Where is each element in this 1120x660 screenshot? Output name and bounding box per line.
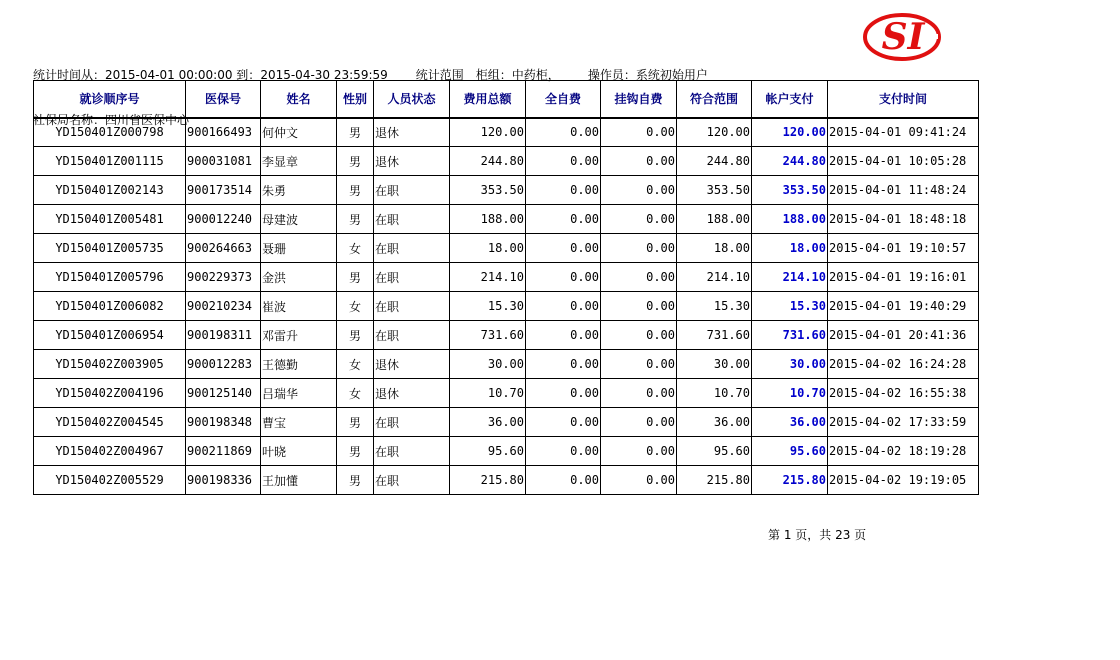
- linked-self-pay-cell: 0.00: [601, 176, 677, 205]
- gender-cell: 男: [337, 408, 374, 437]
- total-fee-cell: 30.00: [450, 350, 526, 379]
- bureau-label: 社保局名称：: [33, 113, 106, 127]
- gender-cell: 女: [337, 350, 374, 379]
- linked-self-pay-cell: 0.00: [601, 350, 677, 379]
- person-status-cell: 在职: [374, 176, 450, 205]
- account-pay-header: 帐户支付: [752, 81, 828, 118]
- table-row: [34, 263, 979, 292]
- gender-cell: 女: [337, 379, 374, 408]
- patient-name-cell: 李显章: [261, 147, 337, 176]
- in-scope-cell: 15.30: [677, 292, 752, 321]
- patient-name-cell: 何仲文: [261, 118, 337, 147]
- linked-self-pay-cell: 0.00: [601, 466, 677, 495]
- total-fee-cell: 214.10: [450, 263, 526, 292]
- pay-time-cell: 2015-04-02 19:19:05: [828, 466, 979, 495]
- pay-time-cell: 2015-04-02 16:24:28: [828, 350, 979, 379]
- in-scope-cell: 36.00: [677, 408, 752, 437]
- visit-no-cell: YD150402Z005529: [34, 466, 186, 495]
- scope-label: 统计范围: [415, 68, 464, 82]
- pay-time-header: 支付时间: [828, 81, 979, 118]
- cabinet-value: 中药柜，: [511, 68, 560, 82]
- insurance-no-cell: 900229373: [186, 263, 261, 292]
- pay-time-cell: 2015-04-01 19:16:01: [828, 263, 979, 292]
- total-fee-cell: 95.60: [450, 437, 526, 466]
- time-to-label: 到：: [236, 68, 261, 82]
- table-header-row: [34, 81, 979, 118]
- table-row: [34, 234, 979, 263]
- account-pay-cell: 15.30: [752, 292, 828, 321]
- gender-cell: 男: [337, 321, 374, 350]
- visit-no-cell: YD150401Z005481: [34, 205, 186, 234]
- account-pay-cell: 188.00: [752, 205, 828, 234]
- visit-no-cell: YD150401Z006954: [34, 321, 186, 350]
- total-fee-cell: 120.00: [450, 118, 526, 147]
- patient-name-cell: 曹宝: [261, 408, 337, 437]
- table-row: [34, 437, 979, 466]
- total-fee-cell: 10.70: [450, 379, 526, 408]
- self-pay-cell: 0.00: [526, 379, 601, 408]
- linked-self-pay-header: 挂钩自费: [601, 81, 677, 118]
- patient-name-cell: 崔波: [261, 292, 337, 321]
- insurance-no-header: 医保号: [186, 81, 261, 118]
- person-status-cell: 退休: [374, 379, 450, 408]
- insurance-no-cell: 900031081: [186, 147, 261, 176]
- in-scope-cell: 214.10: [677, 263, 752, 292]
- person-status-cell: 在职: [374, 234, 450, 263]
- account-pay-cell: 30.00: [752, 350, 828, 379]
- self-pay-cell: 0.00: [526, 466, 601, 495]
- table-body: [34, 118, 979, 495]
- si-logo-icon: [862, 12, 944, 62]
- table-row: [34, 466, 979, 495]
- account-pay-cell: 214.10: [752, 263, 828, 292]
- self-pay-cell: 0.00: [526, 437, 601, 466]
- linked-self-pay-cell: 0.00: [601, 437, 677, 466]
- person-status-cell: 在职: [374, 263, 450, 292]
- insurance-no-cell: 900198348: [186, 408, 261, 437]
- self-pay-cell: 0.00: [526, 408, 601, 437]
- patient-name-cell: 金洪: [261, 263, 337, 292]
- account-pay-cell: 215.80: [752, 466, 828, 495]
- account-pay-cell: 120.00: [752, 118, 828, 147]
- in-scope-cell: 30.00: [677, 350, 752, 379]
- pay-time-cell: 2015-04-01 10:05:28: [828, 147, 979, 176]
- visit-no-cell: YD150402Z004545: [34, 408, 186, 437]
- person-status-cell: 在职: [374, 408, 450, 437]
- status-header: 人员状态: [374, 81, 450, 118]
- account-pay-cell: 353.50: [752, 176, 828, 205]
- table-row: [34, 350, 979, 379]
- gender-cell: 男: [337, 263, 374, 292]
- visit-no-header: 就诊顺序号: [34, 81, 186, 118]
- self-pay-cell: 0.00: [526, 350, 601, 379]
- in-scope-cell: 95.60: [677, 437, 752, 466]
- insurance-no-cell: 900012283: [186, 350, 261, 379]
- self-pay-cell: 0.00: [526, 292, 601, 321]
- self-pay-cell: 0.00: [526, 176, 601, 205]
- person-status-cell: 退休: [374, 118, 450, 147]
- linked-self-pay-cell: 0.00: [601, 205, 677, 234]
- linked-self-pay-cell: 0.00: [601, 408, 677, 437]
- linked-self-pay-cell: 0.00: [601, 321, 677, 350]
- person-status-cell: 在职: [374, 205, 450, 234]
- gender-cell: 男: [337, 118, 374, 147]
- patient-name-cell: 聂珊: [261, 234, 337, 263]
- time-label: 统计时间从：: [33, 68, 106, 82]
- account-pay-cell: 18.00: [752, 234, 828, 263]
- pay-time-cell: 2015-04-01 09:41:24: [828, 118, 979, 147]
- self-pay-cell: 0.00: [526, 263, 601, 292]
- self-pay-cell: 0.00: [526, 205, 601, 234]
- pay-time-cell: 2015-04-02 16:55:38: [828, 379, 979, 408]
- insurance-no-cell: 900198311: [186, 321, 261, 350]
- in-scope-cell: 120.00: [677, 118, 752, 147]
- table-row: [34, 118, 979, 147]
- insurance-no-cell: 900198336: [186, 466, 261, 495]
- page-indicator: 第 1 页，共 23 页: [768, 528, 867, 542]
- visit-no-cell: YD150401Z005796: [34, 263, 186, 292]
- gender-cell: 男: [337, 466, 374, 495]
- in-scope-cell: 188.00: [677, 205, 752, 234]
- visit-no-cell: YD150401Z000798: [34, 118, 186, 147]
- table-row: [34, 147, 979, 176]
- total-fee-cell: 15.30: [450, 292, 526, 321]
- in-scope-cell: 731.60: [677, 321, 752, 350]
- patient-name-cell: 叶晓: [261, 437, 337, 466]
- visit-no-cell: YD150402Z004196: [34, 379, 186, 408]
- pay-time-cell: 2015-04-01 19:40:29: [828, 292, 979, 321]
- patient-name-cell: 王德勤: [261, 350, 337, 379]
- account-pay-cell: 244.80: [752, 147, 828, 176]
- operator-value: 系统初始用户: [635, 68, 708, 82]
- total-fee-cell: 215.80: [450, 466, 526, 495]
- table-row: [34, 176, 979, 205]
- in-scope-header: 符合范围: [677, 81, 752, 118]
- insurance-no-cell: 900012240: [186, 205, 261, 234]
- table-row: [34, 205, 979, 234]
- cabinet-label: 柜组：: [475, 68, 512, 82]
- gender-cell: 男: [337, 437, 374, 466]
- insurance-no-cell: 900211869: [186, 437, 261, 466]
- account-pay-cell: 95.60: [752, 437, 828, 466]
- person-status-cell: 在职: [374, 321, 450, 350]
- in-scope-cell: 10.70: [677, 379, 752, 408]
- visit-no-cell: YD150401Z002143: [34, 176, 186, 205]
- account-pay-cell: 731.60: [752, 321, 828, 350]
- self-pay-cell: 0.00: [526, 147, 601, 176]
- table-row: [34, 408, 979, 437]
- linked-self-pay-cell: 0.00: [601, 263, 677, 292]
- total-fee-cell: 731.60: [450, 321, 526, 350]
- logo-text: SI: [881, 16, 925, 58]
- in-scope-cell: 244.80: [677, 147, 752, 176]
- pay-time-cell: 2015-04-01 18:48:18: [828, 205, 979, 234]
- person-status-cell: 退休: [374, 147, 450, 176]
- linked-self-pay-cell: 0.00: [601, 118, 677, 147]
- gender-cell: 女: [337, 292, 374, 321]
- table-row: [34, 321, 979, 350]
- insurance-no-cell: 900210234: [186, 292, 261, 321]
- gender-cell: 男: [337, 147, 374, 176]
- linked-self-pay-cell: 0.00: [601, 147, 677, 176]
- name-header: 姓名: [261, 81, 337, 118]
- person-status-cell: 在职: [374, 292, 450, 321]
- table-row: [34, 292, 979, 321]
- pay-time-cell: 2015-04-01 19:10:57: [828, 234, 979, 263]
- linked-self-pay-cell: 0.00: [601, 234, 677, 263]
- self-pay-cell: 0.00: [526, 234, 601, 263]
- time-to: 2015-04-30 23:59:59: [260, 68, 388, 82]
- person-status-cell: 在职: [374, 437, 450, 466]
- patient-name-cell: 朱勇: [261, 176, 337, 205]
- self-pay-header: 全自费: [526, 81, 601, 118]
- total-fee-cell: 353.50: [450, 176, 526, 205]
- linked-self-pay-cell: 0.00: [601, 379, 677, 408]
- pay-time-cell: 2015-04-02 17:33:59: [828, 408, 979, 437]
- visit-no-cell: YD150401Z006082: [34, 292, 186, 321]
- total-fee-cell: 18.00: [450, 234, 526, 263]
- insurance-no-cell: 900173514: [186, 176, 261, 205]
- in-scope-cell: 215.80: [677, 466, 752, 495]
- insurance-no-cell: 900264663: [186, 234, 261, 263]
- account-pay-cell: 36.00: [752, 408, 828, 437]
- patient-name-cell: 吕瑞华: [261, 379, 337, 408]
- account-pay-cell: 10.70: [752, 379, 828, 408]
- operator-label: 操作员：: [587, 68, 636, 82]
- patient-name-cell: 王加懂: [261, 466, 337, 495]
- visit-no-cell: YD150402Z004967: [34, 437, 186, 466]
- person-status-cell: 在职: [374, 466, 450, 495]
- patient-name-cell: 邓雷升: [261, 321, 337, 350]
- total-fee-header: 费用总额: [450, 81, 526, 118]
- patient-name-cell: 母建波: [261, 205, 337, 234]
- gender-cell: 女: [337, 234, 374, 263]
- bureau-value: 四川省医保中心: [105, 113, 190, 127]
- in-scope-cell: 18.00: [677, 234, 752, 263]
- gender-cell: 男: [337, 205, 374, 234]
- person-status-cell: 退休: [374, 350, 450, 379]
- gender-header: 性别: [337, 81, 374, 118]
- total-fee-cell: 188.00: [450, 205, 526, 234]
- linked-self-pay-cell: 0.00: [601, 292, 677, 321]
- table-row: [34, 379, 979, 408]
- pay-time-cell: 2015-04-02 18:19:28: [828, 437, 979, 466]
- self-pay-cell: 0.00: [526, 118, 601, 147]
- gender-cell: 男: [337, 176, 374, 205]
- insurance-no-cell: 900125140: [186, 379, 261, 408]
- total-fee-cell: 244.80: [450, 147, 526, 176]
- visit-no-cell: YD150402Z003905: [34, 350, 186, 379]
- pay-time-cell: 2015-04-01 20:41:36: [828, 321, 979, 350]
- self-pay-cell: 0.00: [526, 321, 601, 350]
- total-fee-cell: 36.00: [450, 408, 526, 437]
- visit-no-cell: YD150401Z005735: [34, 234, 186, 263]
- in-scope-cell: 353.50: [677, 176, 752, 205]
- visit-no-cell: YD150401Z001115: [34, 147, 186, 176]
- time-from: 2015-04-01 00:00:00: [105, 68, 233, 82]
- insurance-no-cell: 900166493: [186, 118, 261, 147]
- pay-time-cell: 2015-04-01 11:48:24: [828, 176, 979, 205]
- settlement-table: [33, 80, 979, 495]
